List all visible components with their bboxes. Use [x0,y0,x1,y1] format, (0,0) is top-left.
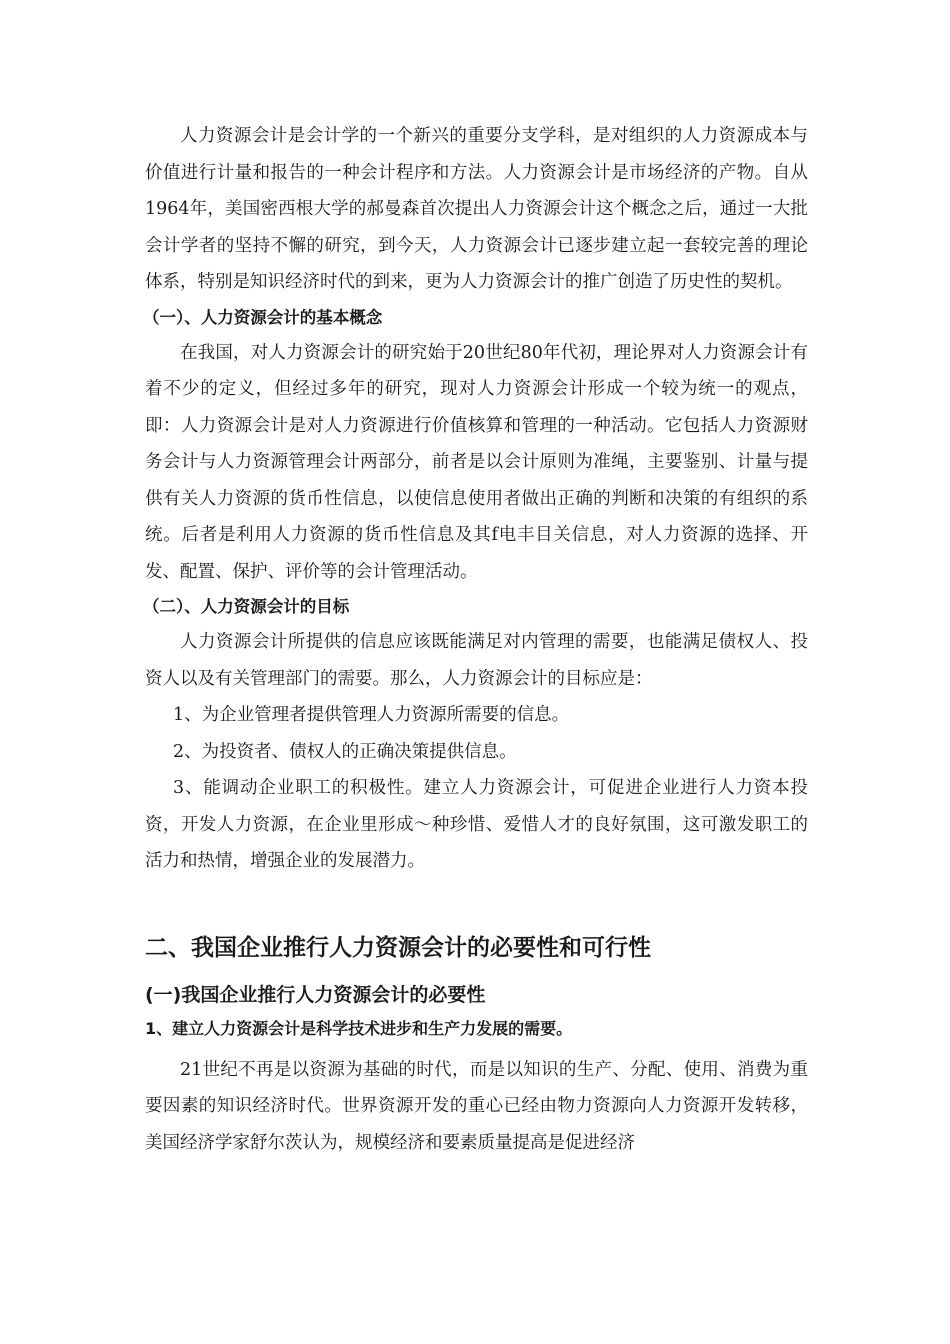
chapter-two-heading: 二、我国企业推行人力资源会计的必要性和可行性 [145,934,651,961]
section-goal-heading: （二）、人力资源会计的目标 [143,597,350,616]
goal-list-item: 1、为企业管理者提供管理人力资源所需要的信息。 [173,705,570,725]
goal-list-item: 2、为投资者、债权人的正确决策提供信息。 [173,741,517,762]
intro-paragraph: 人力资源会计是会计学的一个新兴的重要分支学科，是对组织的人力资源成本与价值进行计量和报告的一种会计程序和方法。人力资源会计是市场经济的产物。自从1964年，美国密西根大学的郝曼森首次提出人力资源会计这个概念之后，通过一大批会计学者的坚持不懈的研究，到今天，人力资源会计已逐步建立起一套较完善的理论体系，特别是知识经济时代的到来，更为人力资源会计的推广创造了历史性的契机。 [145,126,808,292]
chapter-two-point-heading: 1、建立人力资源会计是科学技术进步和生产力发展的需要。 [145,1018,573,1038]
chapter-two-subheading: (一)我国企业推行人力资源会计的必要性 [145,983,486,1006]
section-concept-heading: （一）、人力资源会计的基本概念 [143,307,383,327]
chapter-two-paragraph: 21世纪不再是以资源为基础的时代，而是以知识的生产、分配、使用、消费为重要因素的知识经济时代。世界资源开发的重心已经由物力资源向人力资源开发转移，美国经济学家舒尔茨认为，规模经济和要素质量提高是促进经济 [145,1059,808,1153]
section-concept-paragraph: 在我国，对人力资源会计的研究始于20世纪80年代初，理论界对人力资源会计有着不少的定义，但经过多年的研究，现对人力资源会计形成一个较为统一的观点，即：人力资源会计是对人力资源进行价值核算和管理的一种活动。它包括人力资源财务会计与人力资源管理会计两部分，前者是以会计原则为准绳，主要鉴别、计量与提供有关人力资源的货币性信息，以使信息使用者做出正确的判断和决策的有组织的系统。后者是利用人力资源的货币性信息及其f电丰目关信息，对人力资源的选择、开发、配置、保护、评价等的会计管理活动。 [145,342,808,582]
section-goal-paragraph: 人力资源会计所提供的信息应该既能满足对内管理的需要，也能满足债权人、投资人以及有关管理部门的需要。那么，人力资源会计的目标应是： [145,632,808,689]
goal-list-item: 3、能调动企业职工的积极性。建立人力资源会计，可促进企业进行人力资本投资，开发人力资源，在企业里形成～种珍惜、爱惜人才的良好氛围，这可激发职工的活力和热情，增强企业的发展潜力。 [145,778,808,871]
